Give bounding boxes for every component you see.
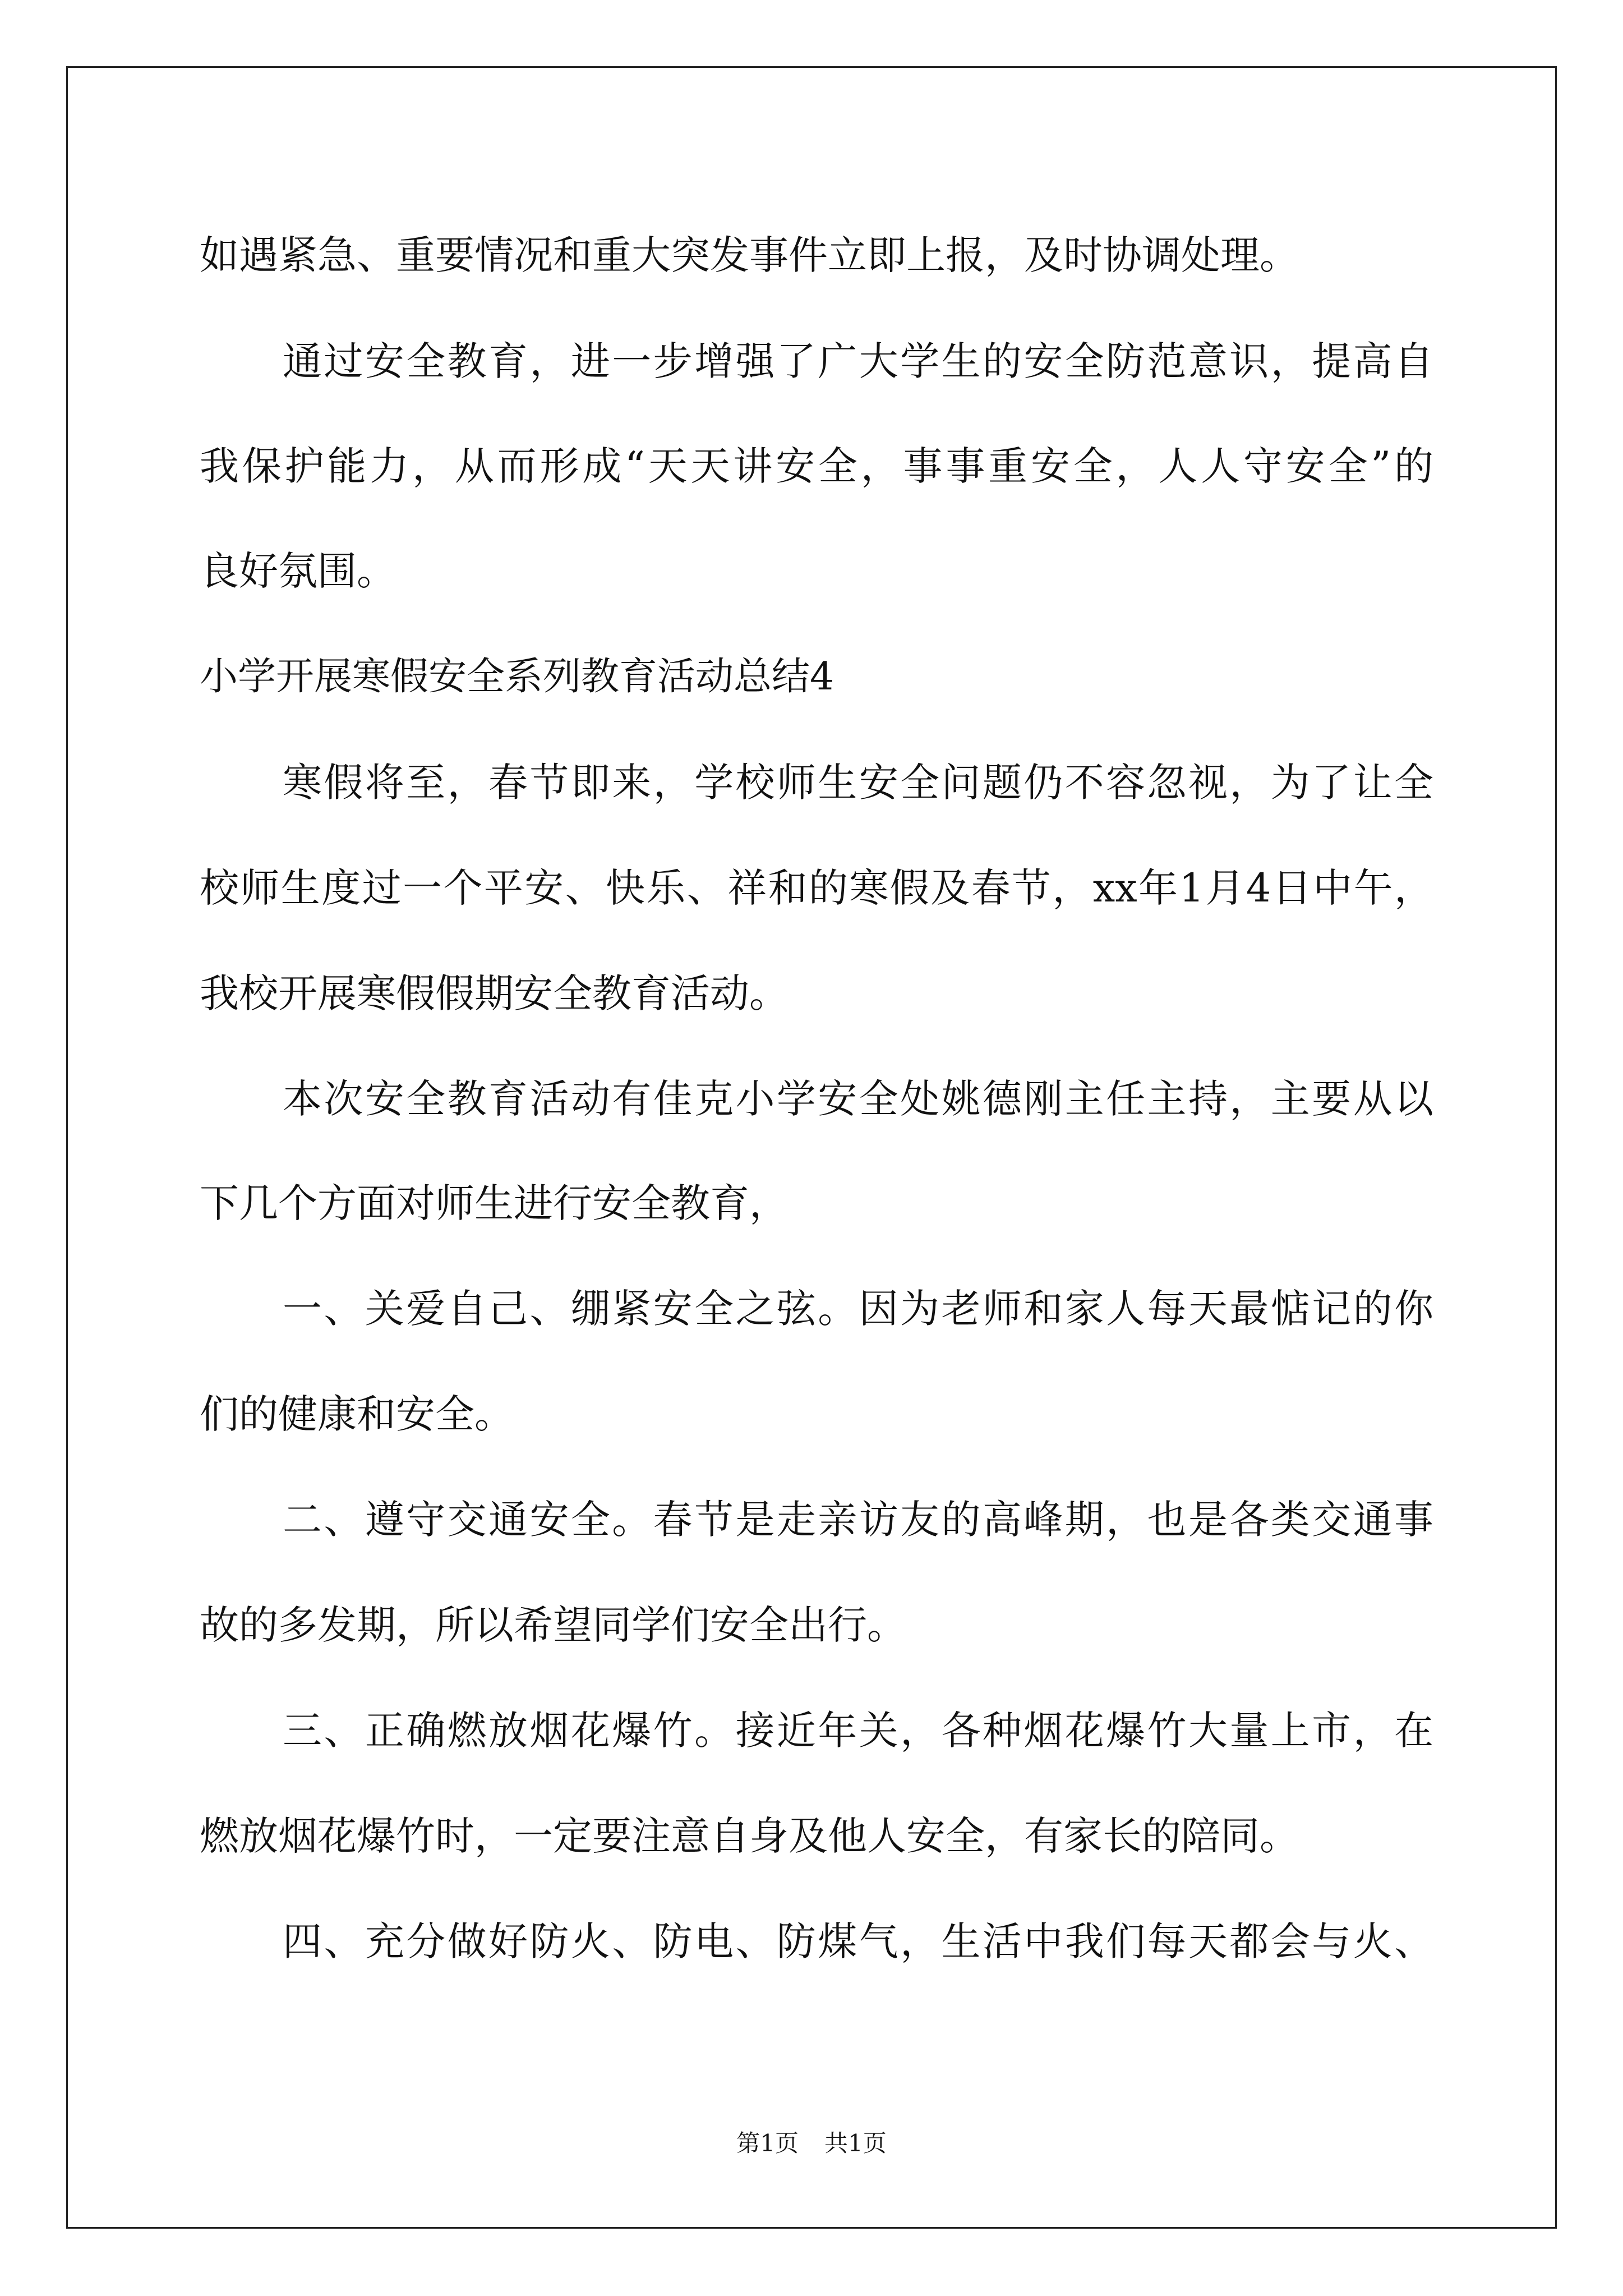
page-border bbox=[66, 66, 1557, 2229]
paragraph-first-line: 寒假将至，春节即来，学校师生安全问题仍不容忽视，为了让全 bbox=[283, 760, 1433, 806]
text-line: 如遇紧急、重要情况和重大突发事件立即上报，及时协调处理。 bbox=[200, 232, 1299, 278]
paragraph-first-line: 三、正确燃放烟花爆竹。接近年关，各种烟花爆竹大量上市，在 bbox=[283, 1708, 1433, 1754]
paragraph-first-line: 四、充分做好防火、防电、防煤气，生活中我们每天都会与火、 bbox=[283, 1918, 1433, 1964]
section-heading: 小学开展寒假安全系列教育活动总结4 bbox=[200, 655, 834, 699]
paragraph-first-line: 二、遵守交通安全。春节是走亲访友的高峰期，也是各类交通事 bbox=[283, 1497, 1433, 1543]
paragraph-first-line: 一、关爱自己、绷紧安全之弦。因为老师和家人每天最惦记的你 bbox=[283, 1286, 1433, 1332]
text-line: 良好氛围。 bbox=[200, 548, 396, 594]
page-number: 第1页 bbox=[736, 2129, 799, 2157]
page-footer bbox=[0, 2128, 1623, 2159]
text-line: 们的健康和安全。 bbox=[200, 1391, 514, 1437]
paragraph-first-line: 通过安全教育，进一步增强了广大学生的安全防范意识，提高自 bbox=[283, 338, 1433, 384]
text-line: 我校开展寒假假期安全教育活动。 bbox=[200, 970, 789, 1016]
page-total: 共1页 bbox=[824, 2129, 887, 2157]
text-line: 下几个方面对师生进行安全教育， bbox=[200, 1180, 789, 1226]
paragraph-first-line: 本次安全教育活动有佳克小学安全处姚德刚主任主持，主要从以 bbox=[283, 1076, 1433, 1122]
text-line: 校师生度过一个平安、快乐、祥和的寒假及春节，xx年1月4日中午， bbox=[200, 865, 1433, 911]
text-line: 我保护能力，从而形成“天天讲安全，事事重安全，人人守安全”的 bbox=[200, 443, 1433, 489]
text-line: 故的多发期，所以希望同学们安全出行。 bbox=[200, 1602, 906, 1648]
text-line: 燃放烟花爆竹时，一定要注意自身及他人安全，有家长的陪同。 bbox=[200, 1813, 1299, 1859]
